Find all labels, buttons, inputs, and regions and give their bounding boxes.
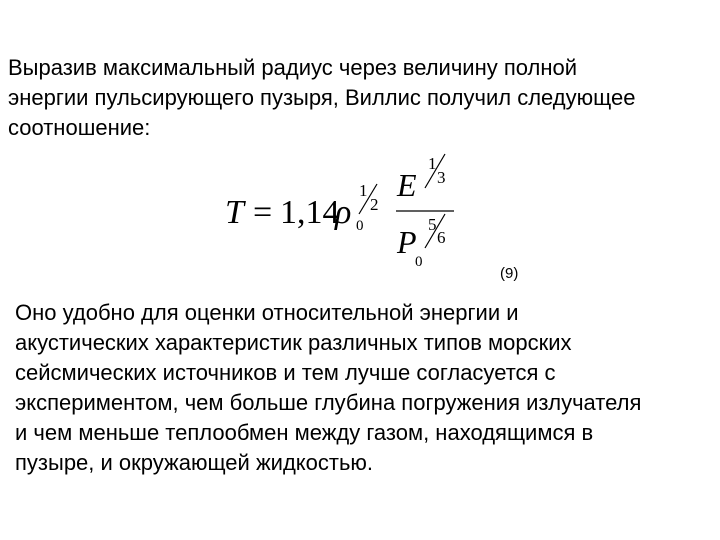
outro-line: сейсмических источников и тем лучше согласуется с: [15, 360, 556, 385]
num-exp-denominator: 3: [437, 168, 446, 187]
intro-paragraph: [8, 53, 635, 143]
outro-line: пузыре, и окружающей жидкостью.: [15, 450, 374, 475]
willis-formula: [225, 150, 465, 270]
intro-line: Выразив максимальный радиус через величину полной: [8, 55, 578, 80]
intro-line: соотношение:: [8, 115, 151, 140]
denominator-subscript: 0: [415, 254, 423, 270]
den-exp-numerator: 5: [428, 215, 437, 234]
formula-rho-subscript: 0: [356, 218, 364, 234]
formula-numerator: E: [397, 167, 417, 203]
formula-denominator: P: [397, 224, 417, 260]
outro-paragraph: [15, 298, 641, 478]
intro-line: энергии пульсирующего пузыря, Виллис получил следующее: [8, 85, 636, 110]
outro-line: и чем меньше теплообмен между газом, находящимся в: [15, 420, 594, 445]
equation-number: (9): [500, 265, 519, 282]
outro-line: экспериментом, чем больше глубина погружения излучателя: [15, 390, 642, 415]
formula-equals: =: [253, 194, 273, 231]
outro-line: акустических характеристик различных типов морских: [15, 330, 572, 355]
den-exp-denominator: 6: [437, 228, 446, 247]
formula-rho: ρ: [335, 194, 352, 231]
rho-exp-numerator: 1: [359, 181, 368, 200]
outro-line: Оно удобно для оценки относительной энергии и: [15, 300, 519, 325]
formula-lhs: T: [225, 194, 244, 231]
rho-exp-denominator: 2: [370, 195, 379, 214]
num-exp-numerator: 1: [428, 154, 437, 173]
formula-svg: [225, 150, 465, 270]
formula-coefficient: 1,14: [280, 194, 340, 231]
